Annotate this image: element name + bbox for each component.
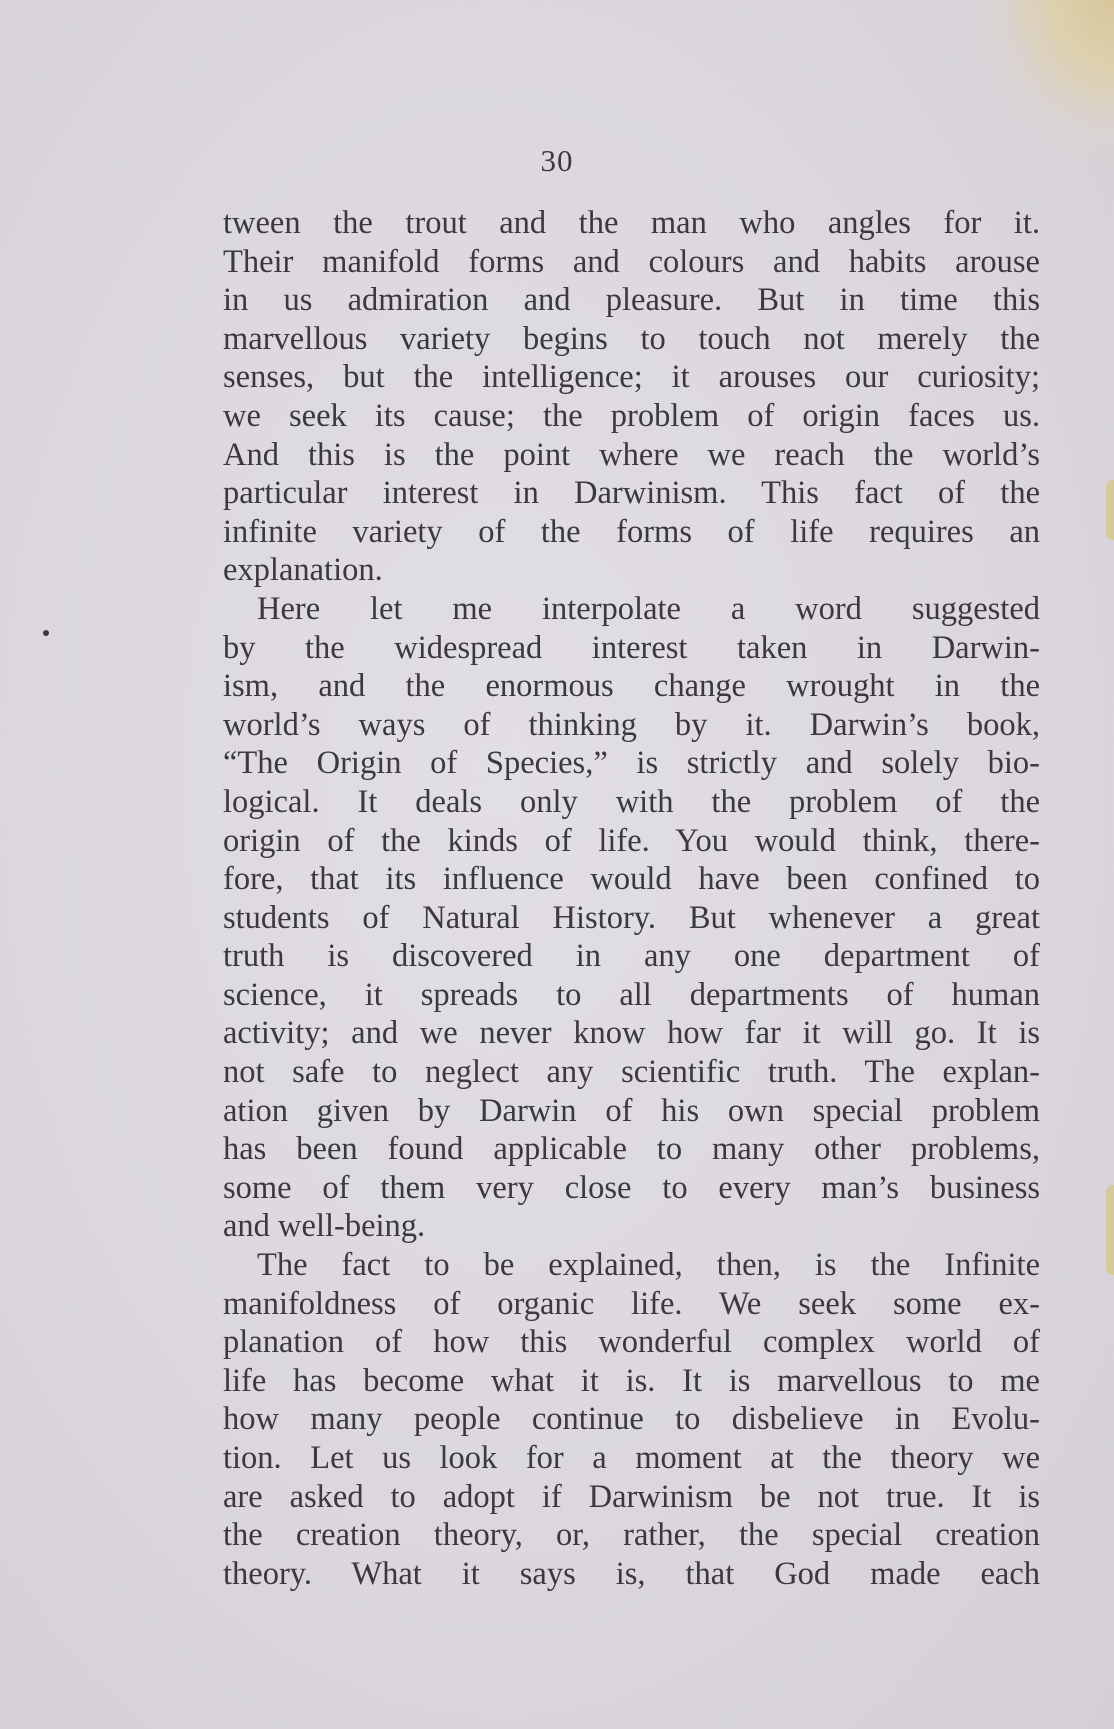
text-line: fore, that its influence would have been confined to xyxy=(223,861,1040,898)
text-line: are asked to adopt if Darwinism be not true. It is xyxy=(223,1478,1040,1515)
text-line: origin of the kinds of life. You would think, there- xyxy=(223,822,1040,859)
text-line: truth is discovered in any one department of xyxy=(223,938,1040,975)
text-line: ation given by Darwin of his own special problem xyxy=(223,1092,1040,1129)
ink-speck xyxy=(43,630,49,636)
text-line: has been found applicable to many other problems, xyxy=(223,1131,1040,1168)
text-line: senses, but the intelligence; it arouses our curiosity; xyxy=(223,359,1040,396)
text-line: logical. It deals only with the problem of the xyxy=(223,783,1040,820)
text-line: And this is the point where we reach the world’s xyxy=(223,436,1040,473)
text-line: science, it spreads to all departments of human xyxy=(223,976,1040,1013)
body-text xyxy=(223,204,1040,1593)
text-line: particular interest in Darwinism. This fact of the xyxy=(223,475,1040,512)
text-line: theory. What it says is, that God made each xyxy=(223,1555,1040,1592)
text-line: The fact to be explained, then, is the Infinite xyxy=(257,1247,1040,1284)
text-line: ism, and the enormous change wrought in the xyxy=(223,668,1040,705)
text-line: marvellous variety begins to touch not merely the xyxy=(223,320,1040,357)
text-line: world’s ways of thinking by it. Darwin’s book, xyxy=(223,706,1040,743)
text-line: Their manifold forms and colours and habits arouse xyxy=(223,243,1040,280)
text-line: we seek its cause; the problem of origin faces us. xyxy=(223,397,1040,434)
page-number: 30 xyxy=(540,143,574,178)
text-line: activity; and we never know how far it will go. It is xyxy=(223,1015,1040,1052)
text-line: manifoldness of organic life. We seek some ex- xyxy=(223,1285,1040,1322)
page-edge-mark xyxy=(1106,1185,1114,1275)
text-line: not safe to neglect any scientific truth. The explan- xyxy=(223,1054,1040,1091)
page-edge-mark xyxy=(1106,480,1114,540)
text-line: by the widespread interest taken in Darwin- xyxy=(223,629,1040,666)
text-line: “The Origin of Species,” is strictly and solely bio- xyxy=(223,745,1040,782)
text-line: students of Natural History. But whenever a great xyxy=(223,899,1040,936)
text-line: and well-being. xyxy=(223,1208,426,1245)
text-line: life has become what it is. It is marvellous to me xyxy=(223,1362,1040,1399)
text-line: infinite variety of the forms of life requires an xyxy=(223,513,1040,550)
text-line: tween the trout and the man who angles for it. xyxy=(223,205,1040,241)
text-line: the creation theory, or, rather, the special creation xyxy=(223,1517,1040,1554)
text-line: tion. Let us look for a moment at the theory we xyxy=(223,1440,1040,1476)
text-line: planation of how this wonderful complex world of xyxy=(223,1324,1040,1361)
text-line: how many people continue to disbelieve in Evolu- xyxy=(223,1401,1040,1438)
text-line: some of them very close to every man’s business xyxy=(223,1169,1040,1206)
text-line: in us admiration and pleasure. But in time this xyxy=(223,282,1040,319)
text-line: explanation. xyxy=(223,552,383,589)
text-line: Here let me interpolate a word suggested xyxy=(257,590,1040,627)
